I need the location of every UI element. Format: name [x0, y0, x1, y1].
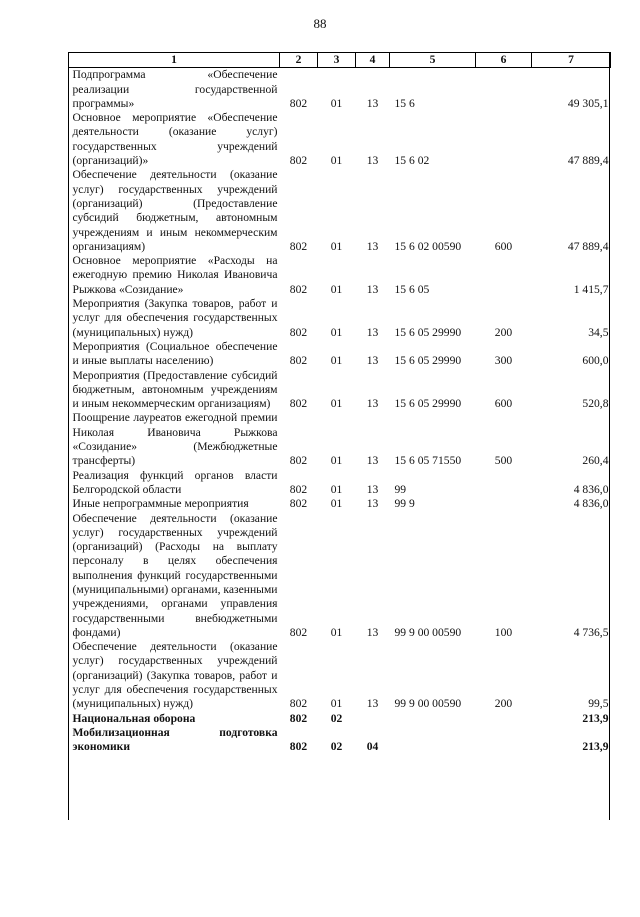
row-grbs: 802 — [289, 282, 308, 296]
row-grbs: 802 — [289, 96, 308, 110]
table-row — [69, 340, 611, 369]
row-target-article: 15 6 — [394, 96, 415, 110]
row-name: Обеспечение деятельности (оказание услуг) государственных учреждений (организаций) (Предоставление субсидий бюджетным, автономным учреждениям и иным некоммерческим организациям) — [72, 168, 278, 253]
row-target-article: 99 9 00 00590 — [394, 625, 462, 639]
row-expense-type — [476, 726, 532, 755]
row-target-article: 15 6 05 — [394, 282, 430, 296]
row-target-article — [390, 726, 476, 755]
row-expense-type — [476, 497, 532, 511]
table-row — [69, 254, 611, 297]
table-left-border — [68, 52, 69, 820]
row-subsection: 13 — [366, 282, 379, 296]
row-section: 01 — [330, 397, 343, 411]
row-expense-type: 200 — [494, 697, 513, 711]
page-number: 88 — [313, 16, 327, 31]
row-sum: 260,4 — [582, 454, 609, 468]
header-col-4: 4 — [356, 53, 390, 68]
row-target-article: 15 6 05 29990 — [394, 397, 462, 411]
row-subsection: 04 — [366, 740, 379, 754]
row-name: Иные непрограммные мероприятия — [72, 497, 249, 511]
row-grbs: 802 — [289, 711, 308, 725]
row-grbs: 802 — [289, 239, 308, 253]
row-expense-type — [476, 68, 532, 111]
row-target-article: 99 9 00 00590 — [394, 697, 462, 711]
table-row — [69, 640, 611, 711]
row-name: Мероприятия (Предоставление субсидий бюджетным, автономным учреждениям и иным некоммерческим организациям) — [72, 368, 278, 411]
row-section: 01 — [330, 96, 343, 110]
row-expense-type — [476, 254, 532, 297]
table-body — [69, 68, 611, 755]
row-section: 01 — [330, 154, 343, 168]
row-section: 01 — [330, 497, 343, 511]
table-row — [69, 111, 611, 168]
row-sum: 520,8 — [582, 397, 609, 411]
row-sum: 49 305,1 — [567, 96, 609, 110]
row-sum: 47 889,4 — [567, 239, 609, 253]
row-subsection: 13 — [366, 497, 379, 511]
row-subsection: 13 — [366, 325, 379, 339]
row-grbs: 802 — [289, 697, 308, 711]
row-grbs: 802 — [289, 625, 308, 639]
row-grbs: 802 — [289, 740, 308, 754]
row-target-article: 15 6 05 71550 — [394, 454, 462, 468]
row-subsection: 13 — [366, 482, 379, 496]
row-subsection: 13 — [366, 154, 379, 168]
row-sum: 213,9 — [582, 740, 609, 754]
row-target-article: 15 6 02 00590 — [394, 239, 462, 253]
row-grbs: 802 — [289, 497, 308, 511]
row-sum: 4 836,0 — [573, 482, 609, 496]
row-section: 02 — [330, 740, 343, 754]
row-expense-type: 500 — [494, 454, 513, 468]
table-row — [69, 726, 611, 755]
row-sum: 47 889,4 — [567, 154, 609, 168]
row-section: 01 — [330, 325, 343, 339]
header-col-2: 2 — [280, 53, 318, 68]
row-target-article: 15 6 05 29990 — [394, 354, 462, 368]
header-col-6: 6 — [476, 53, 532, 68]
row-section: 01 — [330, 454, 343, 468]
row-section: 01 — [330, 697, 343, 711]
row-sum: 1 415,7 — [573, 282, 609, 296]
row-section: 01 — [330, 239, 343, 253]
row-sum: 213,9 — [582, 711, 609, 725]
row-name: Мероприятия (Социальное обеспечение и иные выплаты населению) — [72, 339, 278, 368]
row-grbs: 802 — [289, 354, 308, 368]
row-section: 01 — [330, 625, 343, 639]
table-right-border — [609, 52, 610, 820]
row-section: 02 — [330, 711, 343, 725]
row-name: Мероприятия (Закупка товаров, работ и услуг для обеспечения государственных (муниципальных) нужд) — [72, 297, 278, 339]
row-name: Обеспечение деятельности (оказание услуг) государственных учреждений (организаций) (Расходы на выплату персоналу в целях обеспечения выполнения функций государственными (муниципальными) органами, казенными учреждениями, органами управления государственными внебюджетными фондами) — [72, 511, 278, 639]
row-name: Основное мероприятие «Обеспечение деятельности (оказание услуг) государственных учреждений (организаций)» — [72, 111, 278, 168]
row-subsection: 13 — [366, 454, 379, 468]
row-expense-type: 600 — [494, 397, 513, 411]
row-subsection: 13 — [366, 397, 379, 411]
row-expense-type: 300 — [494, 354, 513, 368]
row-sum: 600,0 — [582, 354, 609, 368]
row-subsection: 13 — [366, 354, 379, 368]
row-name: Обеспечение деятельности (оказание услуг) государственных учреждений (организаций) (Закупка товаров, работ и услуг для обеспечения государственных (муниципальных) нужд) — [72, 640, 278, 711]
table-row — [69, 512, 611, 641]
row-grbs: 802 — [289, 454, 308, 468]
row-grbs: 802 — [289, 397, 308, 411]
row-expense-type — [476, 469, 532, 498]
row-subsection: 13 — [366, 697, 379, 711]
row-name: Основное мероприятие «Расходы на ежегодную премию Николая Ивановича Рыжкова «Созидание» — [72, 254, 278, 296]
row-expense-type: 100 — [494, 625, 513, 639]
row-target-article: 99 — [394, 482, 407, 496]
row-target-article: 15 6 02 — [394, 154, 430, 168]
row-section: 01 — [330, 354, 343, 368]
header-col-5: 5 — [390, 53, 476, 68]
row-name: Реализация функций органов власти Белгородской области — [72, 468, 278, 496]
row-sum: 4 836,0 — [573, 497, 609, 511]
row-subsection: 13 — [366, 96, 379, 110]
table-row — [69, 497, 611, 511]
row-expense-type: 600 — [494, 239, 513, 253]
row-target-article: 99 9 — [394, 497, 415, 511]
row-section: 01 — [330, 282, 343, 296]
budget-table — [68, 52, 611, 755]
row-subsection: 13 — [366, 625, 379, 639]
row-name: Мобилизационная подготовка экономики — [72, 725, 278, 754]
row-target-article: 15 6 05 29990 — [394, 325, 462, 339]
row-grbs: 802 — [289, 154, 308, 168]
table-row — [69, 469, 611, 498]
row-subsection — [356, 712, 390, 726]
table-row — [69, 369, 611, 412]
header-col-7: 7 — [532, 53, 611, 68]
row-grbs: 802 — [289, 482, 308, 496]
row-expense-type: 200 — [494, 325, 513, 339]
row-grbs: 802 — [289, 325, 308, 339]
row-expense-type — [476, 111, 532, 168]
row-target-article — [390, 712, 476, 726]
row-name: Национальная оборона — [72, 711, 196, 725]
table-header-row — [69, 53, 611, 68]
table-row — [69, 68, 611, 111]
row-name: Поощрение лауреатов ежегодной премии Николая Ивановича Рыжкова «Созидание» (Межбюджетные трансферты) — [72, 411, 278, 468]
row-expense-type — [476, 712, 532, 726]
row-name: Подпрограмма «Обеспечение реализации государственной программы» — [72, 68, 278, 110]
row-sum: 4 736,5 — [573, 625, 609, 639]
header-col-1: 1 — [69, 53, 280, 68]
table-row — [69, 168, 611, 254]
row-sum: 99,5 — [588, 697, 609, 711]
table-row — [69, 297, 611, 340]
table-row — [69, 712, 611, 726]
table-row — [69, 411, 611, 468]
row-sum: 34,5 — [588, 325, 609, 339]
header-col-3: 3 — [318, 53, 356, 68]
row-section: 01 — [330, 482, 343, 496]
row-subsection: 13 — [366, 239, 379, 253]
